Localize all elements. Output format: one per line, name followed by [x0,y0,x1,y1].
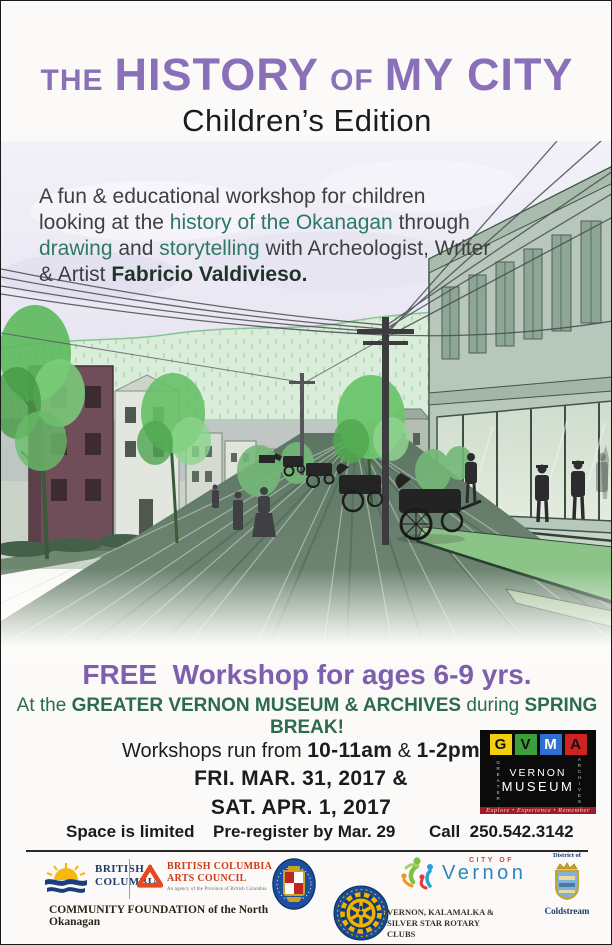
intro-text: A fun & educational workshop for children looking at the [39,185,426,235]
gvma-logo [480,730,596,814]
vernon-cityof-label: CITY OF [469,857,514,864]
gvma-vertical-greater: GREATER [495,760,501,802]
space-limited-text: Space is limited [66,822,195,841]
community-foundation-wordmark: COMMUNITY FOUNDATION of the North Okanagan [49,904,269,928]
title-word-of: OF [330,64,374,97]
gvma-tile-g: G [490,734,512,755]
city-of-vernon-people-icon [397,855,443,891]
vernon-wordmark: Vernon [442,862,527,884]
logo-divider [129,859,130,899]
intro-highlight-drawing: drawing [39,237,113,261]
coldstream-districtof-label: District of [553,852,581,859]
bc-government-wordmark: BRITISH COLUMBIA [95,863,161,888]
gvma-tile-a: A [565,734,587,755]
title-word-history: HISTORY [114,49,320,100]
gvma-tile-m: M [540,734,562,755]
gvma-letter-tiles [484,734,592,755]
subtitle: Children’s Edition [182,103,432,138]
preregister-text: Pre-register by Mar. 29 [213,822,396,841]
coldstream-crest-icon [552,861,582,903]
schedule-date-2: SAT. APR. 1, 2017 [210,795,392,819]
gvma-tagline: Explore • Experience • Remember [480,807,596,814]
gvma-vertical-archives: ARCHIVES [576,757,582,805]
title-word-my-city: MY CITY [384,49,574,100]
gvma-name: VERNON MUSEUM [501,767,575,794]
arts-council-tagline: An agency of the Province of British Columbia [167,887,267,892]
register-row [1,822,612,846]
rotary-wheel-icon [333,885,389,941]
bc-arts-council-wordmark: BRITISH COLUMBIA ARTS COUNCIL An agency of the Province of British Columbia [167,861,273,892]
divider-rule [26,850,588,852]
gvma-tile-v: V [515,734,537,755]
free-workshop-line: FREE Workshop for ages 6-9 yrs. [82,659,532,690]
bc-arts-council-logo-icon [137,863,163,889]
intro-paragraph: A fun & educational workshop for children looking at the history of the Okanagan through drawing and storytelling with Archeologist, Writer & Artist Fabricio Valdivieso. [39,185,491,287]
schedule-date-1: FRI. MAR. 31, 2017 & [194,767,408,791]
artist-name: Fabricio Valdivieso. [111,263,308,287]
intro-highlight-okanagan: history of the Okanagan [169,211,393,235]
schedule-block [91,737,511,822]
intro-highlight-storytelling: storytelling [159,237,260,261]
phone-number: Call 250.542.3142 [429,822,574,841]
rotary-clubs-wordmark: VERNON, KALAMALKA & SILVER STAR ROTARY CLUBS [387,907,494,940]
location-line: At the GREATER VERNON MUSEUM & ARCHIVES during SPRING BREAK! [16,695,603,738]
schedule-times: Workshops run from 10-11am & 1-2pm [121,739,481,762]
community-foundation-crest-icon [271,857,317,911]
museum-name: GREATER VERNON MUSEUM & ARCHIVES [71,695,462,716]
spring-break: SPRING BREAK! [270,695,603,738]
coldstream-wordmark: Coldstream [544,906,590,916]
title-word-the: THE [40,64,104,97]
bc-government-logo-icon [41,861,91,897]
page-title [1,49,612,101]
